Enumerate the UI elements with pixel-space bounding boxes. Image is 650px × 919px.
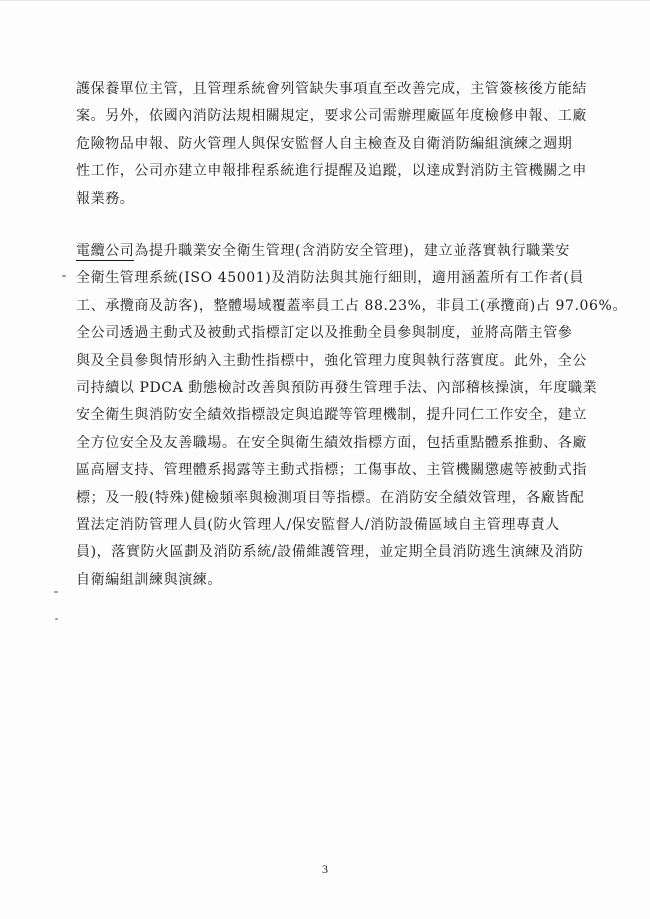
paragraph-line: 與及全員參與情形納入主動性指標中，強化管理力度與執行落實度。此外，全公 <box>76 352 587 369</box>
paragraph-line: 置法定消防管理人員(防火管理人/保安監督人/消防設備區域自主管理專責人 <box>76 516 560 533</box>
paragraph-line: 區高層支持、管理體系揭露等主動式指標；工傷事故、主管機關懲處等被動式指 <box>76 462 587 479</box>
paragraph-fire-safety-reporting <box>76 76 588 213</box>
paragraph-line: 自衛編組訓練與演練。 <box>76 571 222 588</box>
paragraph-line: 安全衛生與消防安全績效指標設定與追蹤等管理機制，提升同仁工作安全，建立 <box>76 407 587 424</box>
paragraph-line: 員)，落實防火區劃及消防系統/設備維護管理，並定期全員消防逃生演練及消防 <box>76 544 584 561</box>
paragraph-line: 司持續以 PDCA 動態檢討改善與預防再發生管理手法、內部稽核操演，年度職業 <box>76 379 598 396</box>
company-name: 電纜公司 <box>76 243 135 259</box>
page-number: 3 <box>322 862 328 876</box>
paragraph-first-line <box>76 238 588 265</box>
paragraph-line: 報業務。 <box>76 190 135 207</box>
paragraph-line: 工、承攬商及訪客)，整體場域覆蓋率員工占 88.23%，非員工(承攬商)占 97.06%。 <box>76 297 628 314</box>
paragraph-line: 護保養單位主管，且管理系統會列管缺失事項直至改善完成，主管簽核後方能結 <box>76 81 587 97</box>
paragraph-line: 性工作，公司亦建立申報排程系統進行提醒及追蹤，以達成對消防主管機關之申 <box>76 163 587 180</box>
scan-speck <box>62 275 66 277</box>
scan-speck <box>54 591 58 593</box>
paragraph-cable-company-safety <box>76 238 628 594</box>
paragraph-line: 危險物品申報、防火管理人與保安監督人自主檢查及自衛消防編組演練之週期 <box>76 135 573 152</box>
paragraph-line: 案。另外，依國內消防法規相關規定，要求公司需辦理廠區年度檢修申報、工廠 <box>76 108 587 125</box>
paragraph-line-text: 為提升職業安全衛生管理(含消防安全管理)，建立並落實執行職業安 <box>134 243 570 259</box>
paragraph-line: 全衛生管理系統(ISO 45001)及消防法與其施行細則，適用涵蓋所有工作者(員 <box>76 270 584 287</box>
paragraph-line: 全方位安全及友善職場。在安全與衛生績效指標方面，包括重點體系推動、各廠 <box>76 434 587 451</box>
paragraph-line: 標；及一般(特殊)健檢頻率與檢測項目等指標。在消防安全績效管理，各廠皆配 <box>76 489 585 506</box>
paragraph-line: 全公司透過主動式及被動式指標訂定以及推動全員參與制度，並將高階主管參 <box>76 325 573 342</box>
scan-speck <box>55 618 58 620</box>
page-top-edge <box>0 0 650 1</box>
